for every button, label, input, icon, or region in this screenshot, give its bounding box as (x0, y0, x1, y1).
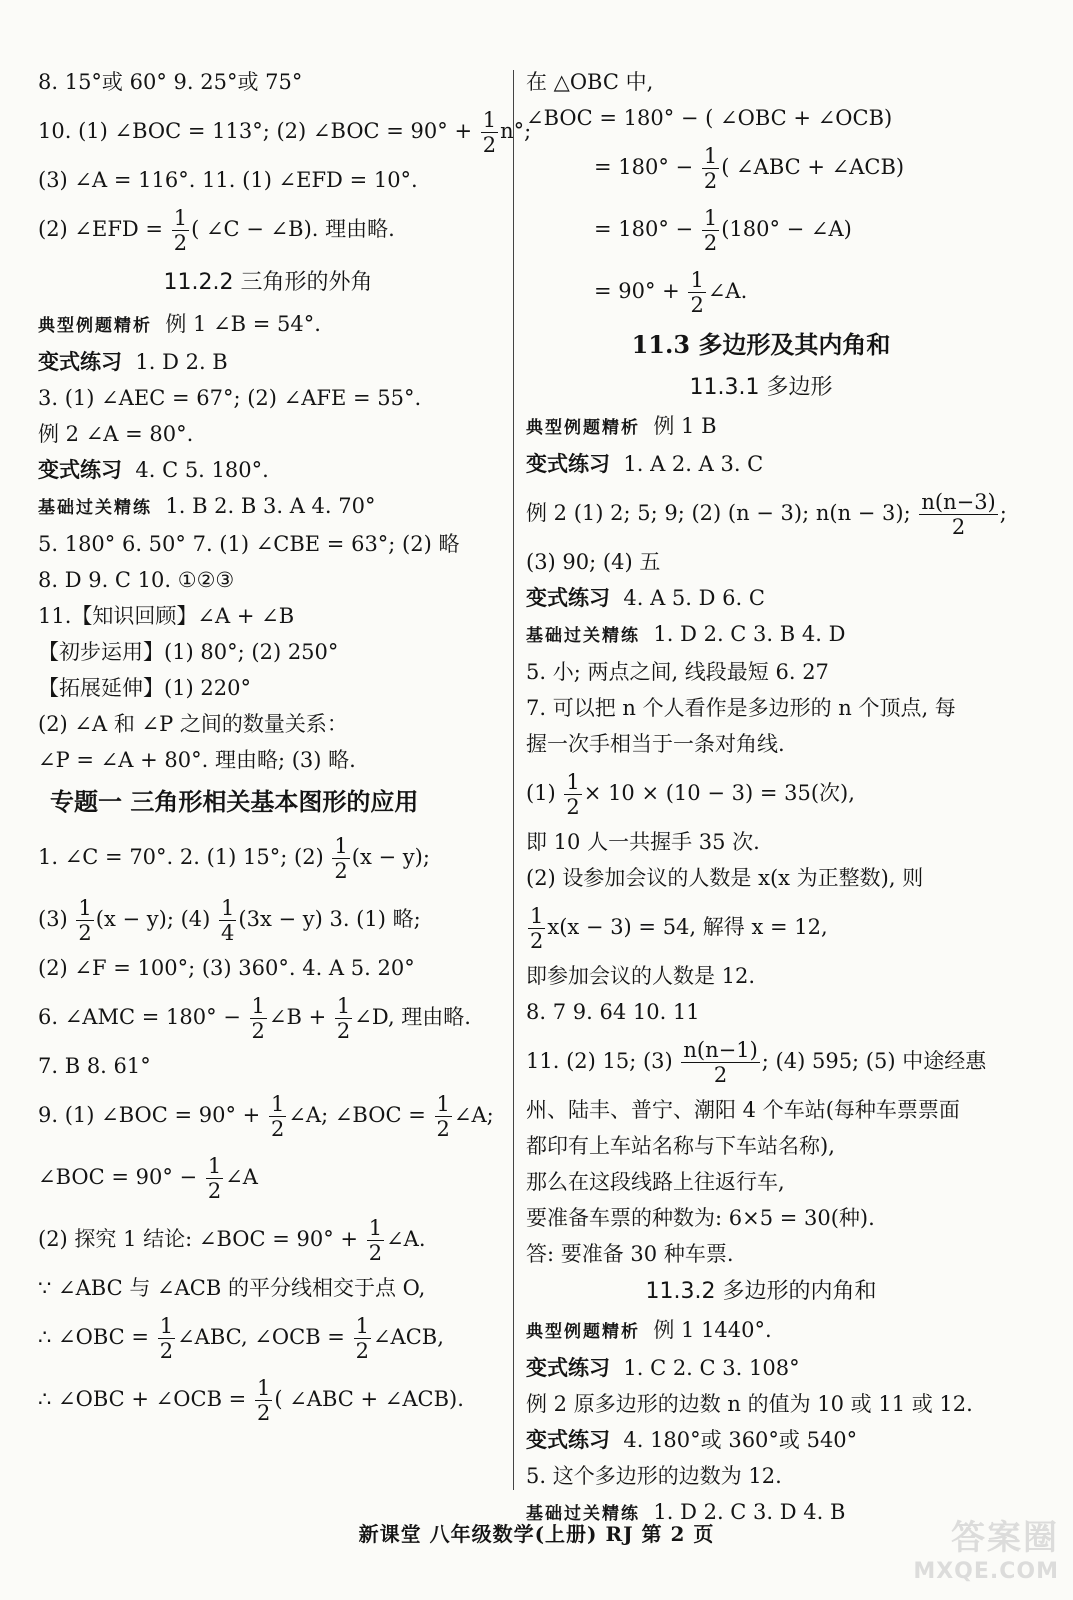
answer-line: 握一次手相当于一条对角线. (526, 732, 785, 756)
fraction: $\frac{1}{2}$ (368, 1216, 383, 1265)
answer-line: 基础过关精练 1. D 2. C 3. D 4. B (526, 1500, 846, 1524)
label: 基础过关精练 (526, 1504, 640, 1524)
answer-line: 【拓展延伸】(1) 220° (38, 676, 252, 700)
answer-line: 典型例题精析 例 1 1440°. (526, 1318, 772, 1342)
answer-line: = 90° + $\frac{1}{2}$ ∠A. (594, 268, 748, 317)
fraction: $\frac{1}{2}$ (355, 1314, 369, 1363)
answer-line: 例 2 (1) 2; 5; 9; (2) (n − 3); n(n − 3); $\frac{n(n-3)}{2}$ ; (526, 490, 1007, 539)
label: 变式练习 (526, 1355, 610, 1380)
label: 变式练习 (526, 1427, 610, 1452)
answer-line: 答: 要准备 30 种车票. (526, 1242, 734, 1266)
answer-line: 8. 15°或 60° 9. 25°或 75° (38, 70, 303, 94)
section-heading: 11.3 多边形及其内角和 (631, 330, 891, 359)
answer-line: 在 △OBC 中, (526, 70, 654, 94)
answer-line: 要准备车票的种数为: 6×5 = 30(种). (526, 1206, 875, 1230)
answer-line: ∴ ∠OBC + ∠OCB = $\frac{1}{2}$ ( ∠ABC + ∠ACB). (38, 1376, 464, 1425)
answer-line: 典型例题精析 例 1 ∠B = 54°. (38, 312, 321, 336)
answer-line: 变式练习 1. C 2. C 3. 108° (526, 1355, 800, 1380)
answer-line: ∠P = ∠A + 80°. 理由略; (3) 略. (38, 748, 356, 772)
left-column (38, 64, 532, 1430)
fraction: $\frac{1}{2}$ (78, 896, 92, 945)
answer-line: 变式练习 1. D 2. B (38, 349, 228, 374)
label: 基础过关精练 (38, 498, 152, 518)
subsection-heading: 11.3.1 多边形 (689, 375, 833, 400)
answer-line: (3) 90; (4) 五 (526, 550, 661, 574)
answer-line: ∴ ∠OBC = $\frac{1}{2}$ ∠ABC, ∠OCB = $\frac{1}{2}$ ∠ACB, (38, 1314, 444, 1363)
answer-line: 3. (1) ∠AEC = 67°; (2) ∠AFE = 55°. (38, 386, 422, 410)
fraction: $\frac{1}{2}$ (566, 770, 580, 819)
answer-line: 1. ∠C = 70°. 2. (1) 15°; (2) $\frac{1}{2}$ (x − y); (38, 834, 430, 883)
answer-line: 5. 这个多边形的边数为 12. (526, 1464, 782, 1488)
answer-line: 11. (2) 15; (3) $\frac{n(n-1)}{2}$ ; (4) 595; (5) 中途经惠 (526, 1038, 987, 1087)
answer-line: ∵ ∠ABC 与 ∠ACB 的平分线相交于点 O, (38, 1276, 426, 1300)
answer-line: 那么在这段线路上往返行车, (526, 1170, 785, 1194)
label: 基础过关精练 (526, 626, 640, 646)
answer-line: 8. 7 9. 64 10. 11 (526, 1000, 700, 1024)
answer-line: ∠BOC = 90° − $\frac{1}{2}$ ∠A (38, 1154, 258, 1203)
label: 变式练习 (526, 451, 610, 476)
answer-line: (3) ∠A = 116°. 11. (1) ∠EFD = 10°. (38, 168, 418, 192)
label: 典型例题精析 (38, 316, 152, 336)
answer-line: 例 2 ∠A = 80°. (38, 422, 194, 446)
fraction: $\frac{1}{2}$ (703, 144, 718, 193)
fraction: $\frac{1}{2}$ (482, 108, 497, 157)
fraction: $\frac{1}{2}$ (436, 1092, 450, 1141)
answer-line: (2) 设参加会议的人数是 x(x 为正整数), 则 (526, 866, 924, 890)
right-column (526, 64, 1007, 1532)
answer-line: 10. (1) ∠BOC = 113°; (2) ∠BOC = 90° + $\frac{1}{2}$ n°; (38, 108, 532, 157)
answer-line: ∠BOC = 180° − ( ∠OBC + ∠OCB) (526, 106, 893, 130)
fraction: $\frac{1}{4}$ (221, 896, 235, 945)
label: 变式练习 (526, 585, 610, 610)
label: 变式练习 (38, 349, 122, 374)
answer-line: (2) ∠EFD = $\frac{1}{2}$ ( ∠C − ∠B). 理由略. (38, 206, 395, 255)
answer-line: 变式练习 1. A 2. A 3. C (526, 451, 764, 476)
fraction: $\frac{n(n-3)}{2}$ (921, 490, 996, 539)
fraction: $\frac{1}{2}$ (270, 1092, 285, 1141)
answer-line: = 180° − $\frac{1}{2}$ ( ∠ABC + ∠ACB) (594, 144, 905, 193)
column-divider (513, 70, 514, 1490)
fraction: $\frac{1}{2}$ (159, 1314, 174, 1363)
answer-line: = 180° − $\frac{1}{2}$ (180° − ∠A) (594, 206, 852, 255)
answer-line: (3) $\frac{1}{2}$ (x − y); (4) $\frac{1}{4}$ (3x − y) 3. (1) 略; (38, 896, 421, 945)
answer-line: 变式练习 4. C 5. 180°. (38, 457, 269, 482)
answer-line: $\frac{1}{2}$ x(x − 3) = 54, 解得 x = 12, (530, 904, 828, 953)
answer-line: (2) 探究 1 结论: ∠BOC = 90° + $\frac{1}{2}$ ∠A. (38, 1216, 426, 1265)
fraction: $\frac{1}{2}$ (530, 904, 544, 953)
page-footer: 新课堂 八年级数学(上册) RJ 第 2 页 (358, 1522, 715, 1546)
watermark-url: MXQE.COM (913, 1559, 1059, 1584)
answer-line: 6. ∠AMC = 180° − $\frac{1}{2}$ ∠B + $\frac{1}{2}$ ∠D, 理由略. (38, 994, 471, 1043)
answer-line: 7. B 8. 61° (38, 1054, 151, 1078)
fraction: $\frac{1}{2}$ (251, 994, 265, 1043)
watermark-logo: 答案圈 (951, 1518, 1059, 1558)
label: 变式练习 (38, 457, 122, 482)
answer-line: 即参加会议的人数是 12. (526, 964, 756, 988)
section-heading: 11.2.2 三角形的外角 (163, 270, 373, 295)
answer-line: 基础过关精练 1. D 2. C 3. B 4. D (526, 622, 846, 646)
answer-line: 【初步运用】(1) 80°; (2) 250° (38, 640, 339, 664)
answer-line: 11.【知识回顾】∠A + ∠B (38, 604, 295, 628)
answer-line: 例 2 原多边形的边数 n 的值为 10 或 11 或 12. (526, 1392, 973, 1416)
fraction: $\frac{1}{2}$ (256, 1376, 271, 1425)
subsection-heading: 11.3.2 多边形的内角和 (645, 1279, 877, 1304)
topic-heading: 专题一 三角形相关基本图形的应用 (50, 787, 419, 816)
answer-line: 典型例题精析 例 1 B (526, 414, 717, 438)
answer-line: 5. 180° 6. 50° 7. (1) ∠CBE = 63°; (2) 略 (38, 532, 460, 556)
answer-line: 7. 可以把 n 个人看作是多边形的 n 个顶点, 每 (526, 696, 956, 720)
answer-line: 变式练习 4. A 5. D 6. C (526, 585, 765, 610)
fraction: $\frac{1}{2}$ (690, 268, 704, 317)
fraction: $\frac{1}{2}$ (207, 1154, 222, 1203)
fraction: $\frac{1}{2}$ (336, 994, 351, 1043)
answer-line: 9. (1) ∠BOC = 90° + $\frac{1}{2}$ ∠A; ∠BOC = $\frac{1}{2}$ ∠A; (38, 1092, 494, 1141)
answer-line: (2) ∠A 和 ∠P 之间的数量关系： (38, 712, 348, 736)
answer-line: (1) $\frac{1}{2}$ × 10 × (10 − 3) = 35(次), (526, 770, 855, 819)
fraction: $\frac{1}{2}$ (334, 834, 348, 883)
fraction: $\frac{n(n-1)}{2}$ (683, 1038, 758, 1087)
answer-line: 即 10 人一共握手 35 次. (526, 830, 760, 854)
label: 典型例题精析 (526, 418, 640, 438)
answer-line: 都印有上车站名称与下车站名称), (526, 1134, 835, 1158)
site-watermark (889, 1510, 1059, 1590)
answer-line: 5. 小; 两点之间, 线段最短 6. 27 (526, 660, 829, 684)
answer-line: 基础过关精练 1. B 2. B 3. A 4. 70° (38, 494, 376, 518)
answer-line: 州、陆丰、普宁、潮阳 4 个车站(每种车票票面 (526, 1098, 960, 1122)
label: 典型例题精析 (526, 1322, 640, 1342)
answer-line: 8. D 9. C 10. ①②③ (38, 568, 235, 592)
answer-line: (2) ∠F = 100°; (3) 360°. 4. A 5. 20° (38, 956, 415, 980)
answer-line: 变式练习 4. 180°或 360°或 540° (526, 1427, 858, 1452)
fraction: $\frac{1}{2}$ (703, 206, 718, 255)
fraction: $\frac{1}{2}$ (173, 206, 188, 255)
